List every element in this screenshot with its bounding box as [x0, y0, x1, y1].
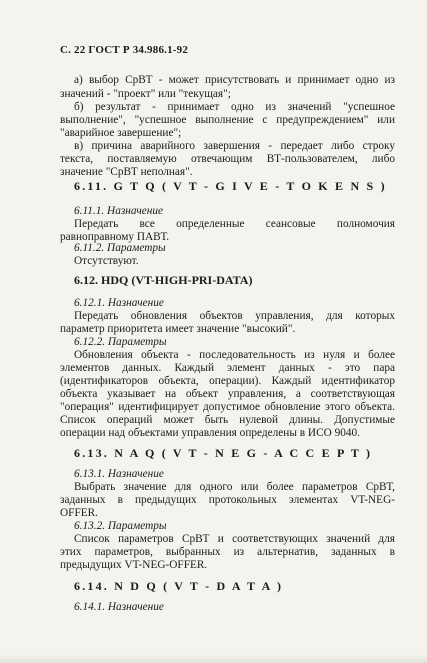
- text-line: предыдущих VT-NEG-OFFER.: [60, 559, 208, 571]
- text-line: Список операций может быть нулевой длины. Допустимые: [60, 414, 395, 426]
- subsection-heading: 6.12.1. Назначение: [74, 297, 164, 309]
- text-line: Выбрать значение для одного или более параметров СрВТ,: [74, 481, 395, 493]
- page-header: С. 22 ГОСТ Р 34.986.1-92: [60, 44, 189, 56]
- text-line: этих параметров, выбранных из альтернатив, заданных в: [60, 546, 395, 558]
- subsection-heading: 6.11.2. Параметры: [74, 242, 166, 254]
- text-line: Передать все определенные сеансовые полномочия: [74, 218, 395, 230]
- scan-bottom-edge: [0, 654, 427, 663]
- text-line: (идентификаторов объекта, операции). Каждый идентификатор: [60, 375, 395, 387]
- subsection-heading: 6.11.1. Назначение: [74, 205, 164, 217]
- text-line: в) причина аварийного завершения - передает либо строку: [74, 140, 395, 152]
- text-line: OFFER.: [60, 507, 98, 519]
- text-line: а) выбор СрВТ - может присутствовать и принимает одно из: [74, 74, 395, 86]
- text-line: текста, поставляемую отвечающим ВТ-пользователем, либо: [60, 153, 395, 165]
- text-line: выполнение", "успешное выполнение с предупреждением" или: [60, 114, 395, 126]
- text-line: параметр приоритета имеет значение "высокий".: [60, 323, 296, 335]
- text-line: Обновления объекта - последовательность из нуля и более: [74, 349, 395, 361]
- subsection-heading: 6.13.1. Назначение: [74, 468, 164, 480]
- subsection-heading: 6.12.2. Параметры: [74, 336, 167, 348]
- subsection-heading: 6.13.2. Параметры: [74, 520, 167, 532]
- section-heading: 6.12. HDQ (VT-HIGH-PRI-DATA): [74, 273, 253, 287]
- text-line: операции над объектами управления определены в ИСО 9040.: [60, 427, 361, 439]
- text-line: элементов данных. Каждый элемент данных - это пара: [60, 362, 395, 374]
- section-heading: 6.14. N D Q ( V T - D A T A ): [74, 579, 284, 593]
- text-line: "аварийное завершение";: [60, 127, 182, 139]
- text-line: равноправному ПАВТ.: [60, 231, 170, 243]
- section-heading: 6.11. G T Q ( V T - G I V E - T O K E N S ): [74, 179, 387, 193]
- text-line: значений - "проект" или "текущая";: [60, 88, 231, 100]
- text-line: объекта указывает на объект управления, а соответствующая: [60, 388, 395, 400]
- text-line: "операция" идентифицирует допустимое обновление этого объекта.: [60, 401, 395, 413]
- section-heading: 6.13. N A Q ( V T - N E G - A C C E P T ): [74, 446, 373, 460]
- text-line: заданных в предыдущих протокольных элементах VT-NEG-: [60, 494, 395, 506]
- text-line: значение "СрВТ неполная".: [60, 166, 193, 178]
- text-line: Список параметров СрВТ и соответствующих значений для: [74, 533, 395, 545]
- subsection-heading: 6.14.1. Назначение: [74, 601, 164, 613]
- text-line: б) результат - принимает одно из значений "успешное: [74, 101, 395, 113]
- text-line: Передать обновления объектов управления, для которых: [74, 310, 395, 322]
- text-line: Отсутствуют.: [74, 255, 139, 267]
